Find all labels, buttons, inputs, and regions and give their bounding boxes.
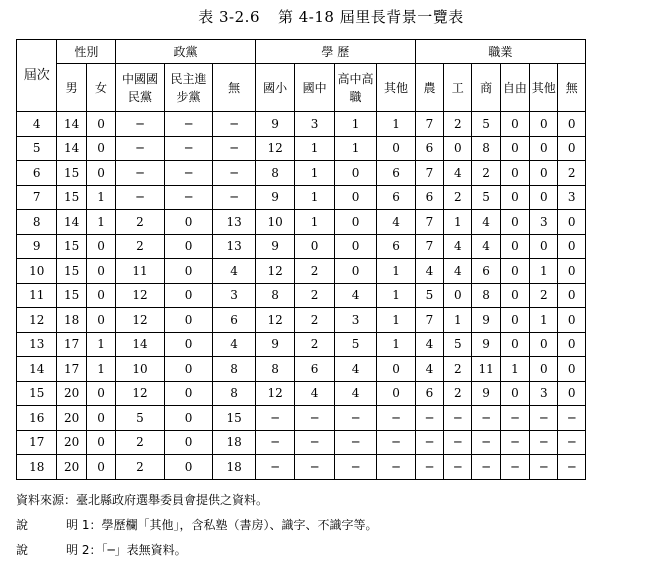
table-body — [17, 112, 586, 480]
column-header: 國中 — [295, 64, 334, 112]
value-cell: ─ — [116, 112, 165, 137]
value-cell: ─ — [558, 430, 586, 455]
value-cell: ─ — [444, 430, 472, 455]
value-cell: 18 — [57, 308, 86, 333]
value-cell: 1 — [334, 136, 377, 161]
value-cell: ─ — [255, 430, 294, 455]
table-row — [17, 136, 586, 161]
term-cell: 17 — [17, 430, 57, 455]
value-cell: ─ — [334, 406, 377, 431]
value-cell: 0 — [164, 430, 213, 455]
value-cell: 0 — [377, 136, 415, 161]
source-note: 資料來源：臺北縣政府選舉委員會提供之資料。 — [16, 493, 269, 507]
term-cell: 15 — [17, 381, 57, 406]
table-row — [17, 430, 586, 455]
value-cell: ─ — [530, 455, 558, 480]
value-cell: 0 — [86, 455, 115, 480]
table-notes — [16, 488, 656, 563]
value-cell: ─ — [164, 185, 213, 210]
value-cell: ─ — [558, 455, 586, 480]
value-cell: 1 — [500, 357, 529, 382]
term-cell: 9 — [17, 234, 57, 259]
value-cell: ─ — [213, 112, 256, 137]
table-caption: 第 4-18 屆里長背景一覽表 — [278, 8, 464, 26]
value-cell: 8 — [255, 357, 294, 382]
value-cell: 1 — [86, 185, 115, 210]
value-cell: ─ — [377, 455, 415, 480]
value-cell: 4 — [444, 234, 472, 259]
value-cell: 0 — [500, 381, 529, 406]
value-cell: 4 — [415, 332, 443, 357]
value-cell: 5 — [472, 185, 500, 210]
value-cell: ─ — [164, 112, 213, 137]
table-row — [17, 234, 586, 259]
value-cell: 2 — [116, 455, 165, 480]
value-cell: 0 — [86, 259, 115, 284]
value-cell: 0 — [558, 210, 586, 235]
value-cell: 0 — [377, 357, 415, 382]
value-cell: 0 — [86, 112, 115, 137]
value-cell: 4 — [444, 161, 472, 186]
value-cell: ─ — [377, 430, 415, 455]
value-cell: 0 — [500, 283, 529, 308]
value-cell: 7 — [415, 210, 443, 235]
value-cell: 20 — [57, 406, 86, 431]
value-cell: 1 — [86, 210, 115, 235]
term-cell: 10 — [17, 259, 57, 284]
value-cell: 2 — [472, 161, 500, 186]
value-cell: 0 — [500, 332, 529, 357]
value-cell: 1 — [86, 357, 115, 382]
term-cell: 6 — [17, 161, 57, 186]
column-header: 自由 — [500, 64, 529, 112]
value-cell: 0 — [500, 161, 529, 186]
gender-header: 性別 — [57, 40, 116, 64]
value-cell: 14 — [57, 136, 86, 161]
value-cell: 6 — [377, 185, 415, 210]
value-cell: 15 — [57, 283, 86, 308]
value-cell: 1 — [530, 259, 558, 284]
value-cell: 0 — [500, 136, 529, 161]
value-cell: 4 — [415, 259, 443, 284]
value-cell: 1 — [530, 308, 558, 333]
value-cell: 1 — [334, 112, 377, 137]
value-cell: 1 — [377, 112, 415, 137]
column-header: 國小 — [255, 64, 294, 112]
value-cell: 12 — [116, 381, 165, 406]
value-cell: 9 — [472, 308, 500, 333]
value-cell: 9 — [472, 381, 500, 406]
value-cell: 0 — [558, 357, 586, 382]
value-cell: 0 — [530, 357, 558, 382]
value-cell: 1 — [444, 308, 472, 333]
party-header: 政黨 — [116, 40, 256, 64]
value-cell: 9 — [472, 332, 500, 357]
table-row — [17, 283, 586, 308]
value-cell: 12 — [255, 308, 294, 333]
value-cell: ─ — [295, 455, 334, 480]
value-cell: 6 — [377, 161, 415, 186]
value-cell: 2 — [295, 259, 334, 284]
note-2 — [16, 538, 656, 563]
value-cell: 3 — [530, 210, 558, 235]
header-group-row — [17, 40, 586, 64]
value-cell: 1 — [444, 210, 472, 235]
column-header: 高中高職 — [334, 64, 377, 112]
value-cell: 4 — [334, 357, 377, 382]
value-cell: 6 — [295, 357, 334, 382]
value-cell: 5 — [415, 283, 443, 308]
value-cell: 0 — [164, 210, 213, 235]
value-cell: ─ — [500, 455, 529, 480]
term-cell: 4 — [17, 112, 57, 137]
table-row — [17, 210, 586, 235]
value-cell: 2 — [444, 357, 472, 382]
value-cell: 0 — [500, 259, 529, 284]
value-cell: 20 — [57, 381, 86, 406]
value-cell: 2 — [530, 283, 558, 308]
value-cell: 8 — [255, 161, 294, 186]
value-cell: 0 — [530, 234, 558, 259]
table-row — [17, 259, 586, 284]
value-cell: 5 — [116, 406, 165, 431]
column-header: 其他 — [530, 64, 558, 112]
value-cell: 3 — [558, 185, 586, 210]
value-cell: 0 — [86, 161, 115, 186]
column-header: 男 — [57, 64, 86, 112]
value-cell: 1 — [377, 283, 415, 308]
table-row — [17, 406, 586, 431]
value-cell: ─ — [500, 406, 529, 431]
term-cell: 7 — [17, 185, 57, 210]
value-cell: ─ — [334, 430, 377, 455]
table-row — [17, 308, 586, 333]
value-cell: ─ — [213, 161, 256, 186]
value-cell: 1 — [86, 332, 115, 357]
value-cell: 0 — [164, 357, 213, 382]
value-cell: 0 — [164, 234, 213, 259]
value-cell: 12 — [255, 259, 294, 284]
value-cell: 5 — [334, 332, 377, 357]
table-row — [17, 332, 586, 357]
value-cell: 1 — [295, 210, 334, 235]
value-cell: 2 — [444, 112, 472, 137]
value-cell: 0 — [334, 210, 377, 235]
value-cell: 8 — [472, 283, 500, 308]
value-cell: ─ — [116, 161, 165, 186]
term-cell: 14 — [17, 357, 57, 382]
value-cell: 0 — [164, 308, 213, 333]
value-cell: 17 — [57, 357, 86, 382]
value-cell: ─ — [164, 161, 213, 186]
value-cell: 2 — [295, 283, 334, 308]
value-cell: 6 — [213, 308, 256, 333]
value-cell: 12 — [116, 283, 165, 308]
council-background-table — [16, 39, 586, 480]
value-cell: ─ — [295, 406, 334, 431]
value-cell: 0 — [86, 308, 115, 333]
note-2-lead: 說 — [16, 543, 37, 557]
value-cell: 4 — [415, 357, 443, 382]
value-cell: 0 — [86, 234, 115, 259]
value-cell: 17 — [57, 332, 86, 357]
value-cell: ─ — [334, 455, 377, 480]
value-cell: 0 — [500, 112, 529, 137]
value-cell: 2 — [444, 381, 472, 406]
term-cell: 13 — [17, 332, 57, 357]
value-cell: 0 — [500, 234, 529, 259]
value-cell: 0 — [558, 308, 586, 333]
value-cell: 0 — [530, 185, 558, 210]
value-cell: 0 — [444, 283, 472, 308]
column-header: 女 — [86, 64, 115, 112]
value-cell: 4 — [472, 210, 500, 235]
value-cell: 0 — [558, 112, 586, 137]
value-cell: 4 — [295, 381, 334, 406]
value-cell: 0 — [500, 210, 529, 235]
value-cell: 0 — [164, 381, 213, 406]
value-cell: 1 — [377, 332, 415, 357]
column-header: 民主進步黨 — [164, 64, 213, 112]
table-row — [17, 185, 586, 210]
value-cell: 4 — [213, 332, 256, 357]
value-cell: 0 — [377, 381, 415, 406]
table-row — [17, 161, 586, 186]
value-cell: ─ — [558, 406, 586, 431]
column-header: 商 — [472, 64, 500, 112]
value-cell: 15 — [57, 234, 86, 259]
value-cell: 4 — [377, 210, 415, 235]
value-cell: ─ — [415, 455, 443, 480]
term-cell: 16 — [17, 406, 57, 431]
value-cell: 0 — [558, 332, 586, 357]
value-cell: 4 — [444, 259, 472, 284]
value-cell: 2 — [295, 308, 334, 333]
value-cell: ─ — [444, 455, 472, 480]
value-cell: 0 — [334, 234, 377, 259]
value-cell: 0 — [164, 259, 213, 284]
value-cell: 6 — [415, 381, 443, 406]
term-cell: 5 — [17, 136, 57, 161]
value-cell: 0 — [334, 259, 377, 284]
value-cell: 0 — [500, 185, 529, 210]
value-cell: 10 — [255, 210, 294, 235]
value-cell: 0 — [444, 136, 472, 161]
column-header: 無 — [558, 64, 586, 112]
column-header: 農 — [415, 64, 443, 112]
value-cell: 0 — [334, 161, 377, 186]
value-cell: 4 — [213, 259, 256, 284]
value-cell: 0 — [500, 308, 529, 333]
value-cell: 0 — [86, 430, 115, 455]
note-2-text: 明 2：「─」表無資料。 — [66, 543, 187, 557]
value-cell: 0 — [164, 283, 213, 308]
value-cell: 0 — [164, 406, 213, 431]
value-cell: 0 — [164, 332, 213, 357]
value-cell: 0 — [558, 136, 586, 161]
value-cell: 5 — [444, 332, 472, 357]
value-cell: 18 — [213, 455, 256, 480]
value-cell: 2 — [295, 332, 334, 357]
value-cell: ─ — [295, 430, 334, 455]
term-header: 屆次 — [17, 40, 57, 112]
value-cell: 15 — [57, 185, 86, 210]
value-cell: 6 — [415, 136, 443, 161]
table-row — [17, 357, 586, 382]
value-cell: ─ — [415, 406, 443, 431]
column-header: 無 — [213, 64, 256, 112]
table-row — [17, 112, 586, 137]
term-cell: 8 — [17, 210, 57, 235]
value-cell: 15 — [57, 259, 86, 284]
value-cell: 0 — [530, 332, 558, 357]
value-cell: 7 — [415, 112, 443, 137]
value-cell: 0 — [334, 185, 377, 210]
value-cell: 0 — [558, 259, 586, 284]
value-cell: 0 — [86, 136, 115, 161]
term-cell: 11 — [17, 283, 57, 308]
note-1-lead: 說 — [16, 518, 37, 532]
value-cell: 6 — [472, 259, 500, 284]
value-cell: ─ — [377, 406, 415, 431]
term-cell: 18 — [17, 455, 57, 480]
column-header: 其他 — [377, 64, 415, 112]
value-cell: 4 — [334, 381, 377, 406]
value-cell: 15 — [57, 161, 86, 186]
column-header: 中國國民黨 — [116, 64, 165, 112]
value-cell: 4 — [472, 234, 500, 259]
value-cell: 10 — [116, 357, 165, 382]
value-cell: 0 — [530, 136, 558, 161]
value-cell: 9 — [255, 185, 294, 210]
value-cell: 12 — [255, 381, 294, 406]
table-row — [17, 381, 586, 406]
note-1-text: 明 1：學歷欄「其他」，含私塾（書房）、識字、不識字等。 — [66, 518, 378, 532]
value-cell: 6 — [415, 185, 443, 210]
value-cell: 0 — [558, 381, 586, 406]
value-cell: 12 — [255, 136, 294, 161]
value-cell: 0 — [295, 234, 334, 259]
value-cell: 14 — [57, 112, 86, 137]
value-cell: 4 — [334, 283, 377, 308]
value-cell: 8 — [213, 357, 256, 382]
value-cell: 14 — [57, 210, 86, 235]
column-header: 工 — [444, 64, 472, 112]
table-number: 表 3-2.6 — [198, 8, 260, 26]
table-title — [0, 6, 662, 27]
value-cell: 8 — [472, 136, 500, 161]
value-cell: 13 — [213, 234, 256, 259]
value-cell: ─ — [472, 455, 500, 480]
value-cell: ─ — [530, 430, 558, 455]
value-cell: 9 — [255, 234, 294, 259]
value-cell: ─ — [444, 406, 472, 431]
header-column-row — [17, 64, 586, 112]
value-cell: 2 — [116, 210, 165, 235]
table-row — [17, 455, 586, 480]
value-cell: 0 — [86, 406, 115, 431]
value-cell: ─ — [472, 406, 500, 431]
value-cell: 0 — [558, 283, 586, 308]
value-cell: 0 — [86, 283, 115, 308]
value-cell: 2 — [116, 234, 165, 259]
value-cell: 20 — [57, 430, 86, 455]
value-cell: 1 — [377, 308, 415, 333]
value-cell: 12 — [116, 308, 165, 333]
value-cell: 1 — [377, 259, 415, 284]
value-cell: ─ — [116, 136, 165, 161]
value-cell: 7 — [415, 161, 443, 186]
value-cell: 8 — [255, 283, 294, 308]
value-cell: 9 — [255, 332, 294, 357]
occupation-header: 職業 — [415, 40, 585, 64]
value-cell: 7 — [415, 308, 443, 333]
value-cell: ─ — [116, 185, 165, 210]
value-cell: 13 — [213, 210, 256, 235]
term-cell: 12 — [17, 308, 57, 333]
value-cell: ─ — [164, 136, 213, 161]
value-cell: 9 — [255, 112, 294, 137]
value-cell: 3 — [213, 283, 256, 308]
value-cell: ─ — [472, 430, 500, 455]
value-cell: 1 — [295, 161, 334, 186]
value-cell: 1 — [295, 185, 334, 210]
value-cell: 11 — [116, 259, 165, 284]
value-cell: 0 — [530, 112, 558, 137]
value-cell: ─ — [530, 406, 558, 431]
value-cell: 5 — [472, 112, 500, 137]
value-cell: ─ — [213, 185, 256, 210]
value-cell: 6 — [377, 234, 415, 259]
value-cell: 3 — [295, 112, 334, 137]
value-cell: 2 — [444, 185, 472, 210]
education-header: 學 歷 — [255, 40, 415, 64]
value-cell: 18 — [213, 430, 256, 455]
value-cell: 8 — [213, 381, 256, 406]
value-cell: ─ — [255, 455, 294, 480]
value-cell: 0 — [530, 161, 558, 186]
value-cell: 2 — [558, 161, 586, 186]
value-cell: ─ — [213, 136, 256, 161]
value-cell: 11 — [472, 357, 500, 382]
value-cell: 0 — [164, 455, 213, 480]
value-cell: ─ — [415, 430, 443, 455]
value-cell: 1 — [295, 136, 334, 161]
value-cell: ─ — [255, 406, 294, 431]
value-cell: 0 — [558, 234, 586, 259]
value-cell: 3 — [530, 381, 558, 406]
value-cell: 15 — [213, 406, 256, 431]
value-cell: ─ — [500, 430, 529, 455]
value-cell: 2 — [116, 430, 165, 455]
note-1 — [16, 513, 656, 538]
value-cell: 20 — [57, 455, 86, 480]
value-cell: 3 — [334, 308, 377, 333]
value-cell: 7 — [415, 234, 443, 259]
value-cell: 14 — [116, 332, 165, 357]
value-cell: 0 — [86, 381, 115, 406]
